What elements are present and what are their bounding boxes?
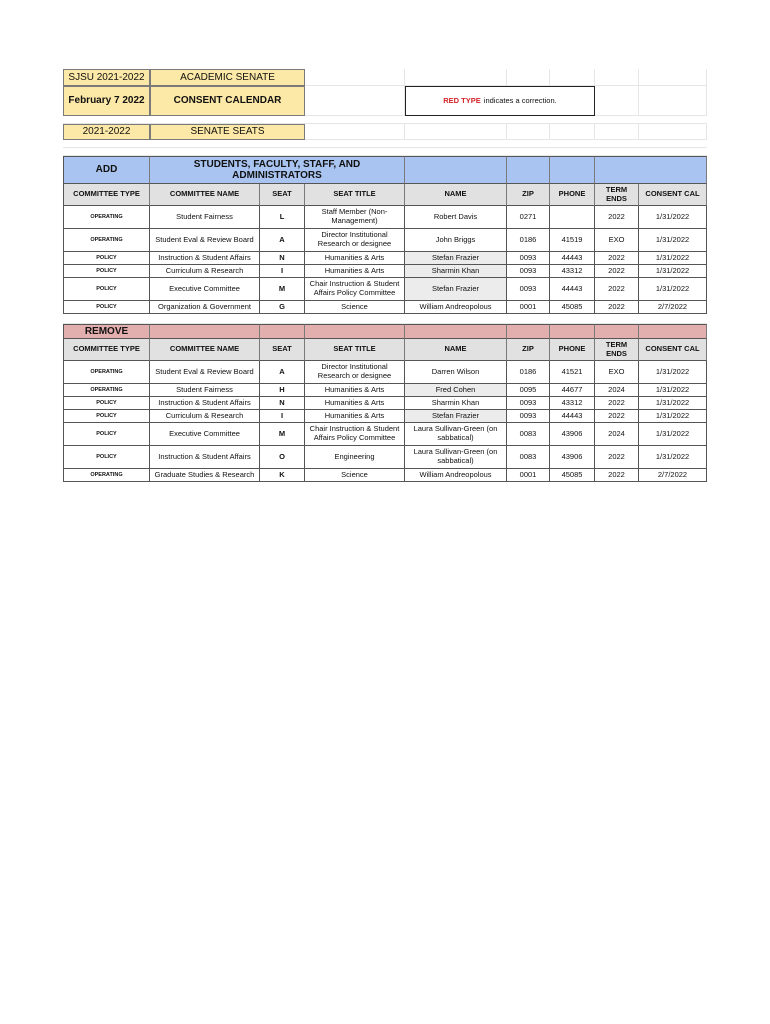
cell-zip: 0083 [507, 423, 550, 446]
remove-label: REMOVE [63, 324, 150, 339]
cell-committee-name: Instruction & Student Affairs [150, 446, 260, 469]
cell-seat-title: Humanities & Arts [305, 252, 405, 265]
empty-cell [550, 124, 595, 140]
spacer-row [63, 116, 707, 124]
cell-term-ends: EXO [595, 229, 639, 252]
empty-cell [305, 69, 405, 86]
cell-committee-type: OPERATING [63, 206, 150, 229]
empty-cell [507, 324, 550, 339]
cell-seat: A [260, 361, 305, 384]
empty-cell [595, 324, 639, 339]
cell-consent-cal: 1/31/2022 [639, 423, 707, 446]
cell-committee-name: Instruction & Student Affairs [150, 397, 260, 410]
table-row [63, 384, 707, 397]
header-row-2 [63, 86, 707, 116]
cell-committee-type: POLICY [63, 397, 150, 410]
cell-zip: 0186 [507, 229, 550, 252]
column-header-name: NAME [405, 184, 507, 206]
cell-committee-type: POLICY [63, 265, 150, 278]
add-column-headers [63, 184, 707, 206]
cell-name: John Briggs [405, 229, 507, 252]
empty-cell [405, 69, 507, 86]
cell-committee-name: Student Fairness [150, 384, 260, 397]
cell-committee-name: Organization & Government [150, 301, 260, 314]
cell-term-ends: 2022 [595, 278, 639, 301]
empty-cell [405, 124, 507, 140]
remove-table-body [63, 361, 707, 482]
table-row [63, 361, 707, 384]
cell-zip: 0083 [507, 446, 550, 469]
empty-cell [507, 156, 550, 184]
cell-phone: 44443 [550, 410, 595, 423]
cell-zip: 0271 [507, 206, 550, 229]
empty-cell [63, 314, 707, 324]
add-label: ADD [63, 156, 150, 184]
cell-committee-type: POLICY [63, 301, 150, 314]
cell-consent-cal: 1/31/2022 [639, 410, 707, 423]
cell-phone: 45085 [550, 469, 595, 482]
cell-seat-title: Humanities & Arts [305, 265, 405, 278]
cell-seat-title: Science [305, 469, 405, 482]
consent-calendar-cell: CONSENT CALENDAR [150, 86, 305, 116]
academic-senate-cell: ACADEMIC SENATE [150, 69, 305, 86]
table-row [63, 446, 707, 469]
date-cell: February 7 2022 [63, 86, 150, 116]
table-row [63, 397, 707, 410]
cell-seat: O [260, 446, 305, 469]
cell-committee-type: POLICY [63, 446, 150, 469]
cell-consent-cal: 1/31/2022 [639, 361, 707, 384]
table-row [63, 206, 707, 229]
cell-zip: 0093 [507, 252, 550, 265]
cell-name: Stefan Frazier [405, 278, 507, 301]
cell-committee-name: Curriculum & Research [150, 265, 260, 278]
cell-term-ends: 2022 [595, 446, 639, 469]
empty-cell [639, 124, 707, 140]
cell-zip: 0001 [507, 469, 550, 482]
empty-cell [63, 148, 707, 156]
empty-cell [550, 324, 595, 339]
empty-cell [507, 69, 550, 86]
cell-term-ends: 2022 [595, 397, 639, 410]
cell-seat: M [260, 278, 305, 301]
column-header-committee-type: COMMITTEE TYPE [63, 339, 150, 361]
add-group-title: STUDENTS, FACULTY, STAFF, AND ADMINISTRATORS [150, 156, 405, 184]
spacer-row [63, 314, 707, 324]
cell-committee-name: Student Fairness [150, 206, 260, 229]
spacer-row [63, 140, 707, 148]
cell-committee-type: OPERATING [63, 469, 150, 482]
cell-seat-title: Chair Instruction & Student Affairs Policy Committee [305, 278, 405, 301]
cell-consent-cal: 1/31/2022 [639, 446, 707, 469]
cell-name: Stefan Frazier [405, 252, 507, 265]
empty-cell [595, 69, 639, 86]
empty-cell [63, 116, 707, 124]
empty-cell [305, 124, 405, 140]
add-section-header [63, 156, 707, 184]
cell-zip: 0186 [507, 361, 550, 384]
cell-committee-type: POLICY [63, 410, 150, 423]
cell-seat-title: Humanities & Arts [305, 410, 405, 423]
empty-cell [639, 69, 707, 86]
cell-name: Sharmin Khan [405, 265, 507, 278]
column-header-seat: SEAT [260, 339, 305, 361]
table-row [63, 278, 707, 301]
cell-term-ends: 2024 [595, 423, 639, 446]
remove-section-header [63, 324, 707, 339]
cell-phone: 45085 [550, 301, 595, 314]
column-header-consent-cal: CONSENT CAL [639, 184, 707, 206]
empty-cell [639, 86, 707, 116]
column-header-consent-cal: CONSENT CAL [639, 339, 707, 361]
cell-zip: 0093 [507, 410, 550, 423]
empty-cell [595, 124, 639, 140]
column-header-phone: PHONE [550, 184, 595, 206]
empty-cell [405, 156, 507, 184]
cell-zip: 0093 [507, 278, 550, 301]
red-type-label: RED TYPE [443, 95, 481, 105]
cell-phone: 43906 [550, 446, 595, 469]
empty-cell [305, 324, 405, 339]
remove-column-headers [63, 339, 707, 361]
cell-consent-cal: 1/31/2022 [639, 229, 707, 252]
column-header-zip: ZIP [507, 184, 550, 206]
spreadsheet [63, 69, 707, 482]
empty-cell [550, 156, 595, 184]
empty-cell [150, 324, 260, 339]
column-header-phone: PHONE [550, 339, 595, 361]
table-row [63, 410, 707, 423]
cell-seat: M [260, 423, 305, 446]
cell-seat: N [260, 252, 305, 265]
cell-seat-title: Director Institutional Research or designee [305, 361, 405, 384]
cell-name: William Andreopolous [405, 301, 507, 314]
cell-seat: G [260, 301, 305, 314]
cell-term-ends: 2022 [595, 265, 639, 278]
cell-seat-title: Director Institutional Research or designee [305, 229, 405, 252]
cell-consent-cal: 1/31/2022 [639, 265, 707, 278]
table-row [63, 423, 707, 446]
cell-committee-name: Student Eval & Review Board [150, 229, 260, 252]
cell-phone: 41519 [550, 229, 595, 252]
cell-committee-name: Student Eval & Review Board [150, 361, 260, 384]
cell-seat: K [260, 469, 305, 482]
cell-committee-name: Curriculum & Research [150, 410, 260, 423]
cell-seat: L [260, 206, 305, 229]
cell-committee-type: OPERATING [63, 361, 150, 384]
column-header-seat-title: SEAT TITLE [305, 184, 405, 206]
cell-seat-title: Humanities & Arts [305, 397, 405, 410]
cell-seat-title: Engineering [305, 446, 405, 469]
cell-consent-cal: 2/7/2022 [639, 469, 707, 482]
cell-consent-cal: 1/31/2022 [639, 384, 707, 397]
cell-zip: 0001 [507, 301, 550, 314]
cell-committee-type: POLICY [63, 423, 150, 446]
empty-cell [550, 69, 595, 86]
cell-consent-cal: 2/7/2022 [639, 301, 707, 314]
empty-cell [595, 156, 707, 184]
column-header-zip: ZIP [507, 339, 550, 361]
cell-phone: 44677 [550, 384, 595, 397]
cell-consent-cal: 1/31/2022 [639, 278, 707, 301]
column-header-term-ends: TERM ENDS [595, 339, 639, 361]
cell-term-ends: 2022 [595, 301, 639, 314]
cell-term-ends: EXO [595, 361, 639, 384]
sjsu-year-cell: SJSU 2021-2022 [63, 69, 150, 86]
cell-phone: 41521 [550, 361, 595, 384]
empty-cell [639, 324, 707, 339]
column-header-seat: SEAT [260, 184, 305, 206]
cell-name: Sharmin Khan [405, 397, 507, 410]
cell-committee-type: POLICY [63, 252, 150, 265]
table-row [63, 252, 707, 265]
header-row-1 [63, 69, 707, 86]
empty-cell [405, 324, 507, 339]
cell-seat-title: Chair Instruction & Student Affairs Policy Committee [305, 423, 405, 446]
empty-cell [595, 86, 639, 116]
cell-seat: I [260, 265, 305, 278]
cell-committee-name: Graduate Studies & Research [150, 469, 260, 482]
cell-seat: I [260, 410, 305, 423]
cell-seat-title: Humanities & Arts [305, 384, 405, 397]
cell-name: Fred Cohen [405, 384, 507, 397]
cell-term-ends: 2022 [595, 206, 639, 229]
cell-zip: 0095 [507, 384, 550, 397]
cell-term-ends: 2022 [595, 469, 639, 482]
cell-phone: 43312 [550, 265, 595, 278]
cell-committee-type: OPERATING [63, 384, 150, 397]
add-table-body [63, 206, 707, 314]
table-row [63, 301, 707, 314]
header-row-3 [63, 124, 707, 140]
cell-phone: 43906 [550, 423, 595, 446]
table-row [63, 229, 707, 252]
column-header-committee-name: COMMITTEE NAME [150, 339, 260, 361]
cell-phone: 44443 [550, 252, 595, 265]
empty-cell [63, 140, 707, 148]
cell-zip: 0093 [507, 265, 550, 278]
cell-phone: 43312 [550, 397, 595, 410]
cell-committee-type: POLICY [63, 278, 150, 301]
cell-seat: A [260, 229, 305, 252]
column-header-name: NAME [405, 339, 507, 361]
cell-consent-cal: 1/31/2022 [639, 206, 707, 229]
cell-term-ends: 2022 [595, 410, 639, 423]
spacer-row [63, 148, 707, 156]
cell-name: Robert Davis [405, 206, 507, 229]
cell-consent-cal: 1/31/2022 [639, 397, 707, 410]
cell-name: Laura Sullivan-Green (on sabbatical) [405, 446, 507, 469]
cell-seat-title: Staff Member (Non-Management) [305, 206, 405, 229]
cell-name: Laura Sullivan-Green (on sabbatical) [405, 423, 507, 446]
column-header-term-ends: TERM ENDS [595, 184, 639, 206]
cell-seat: N [260, 397, 305, 410]
column-header-committee-name: COMMITTEE NAME [150, 184, 260, 206]
cell-name: Stefan Frazier [405, 410, 507, 423]
empty-cell [305, 86, 405, 116]
cell-consent-cal: 1/31/2022 [639, 252, 707, 265]
cell-committee-name: Executive Committee [150, 278, 260, 301]
year-range-cell: 2021-2022 [63, 124, 150, 140]
cell-committee-type: OPERATING [63, 229, 150, 252]
cell-term-ends: 2022 [595, 252, 639, 265]
cell-term-ends: 2024 [595, 384, 639, 397]
cell-seat: H [260, 384, 305, 397]
cell-name: William Andreopolous [405, 469, 507, 482]
note-text: indicates a correction. [483, 95, 557, 105]
empty-cell [260, 324, 305, 339]
cell-zip: 0093 [507, 397, 550, 410]
cell-phone [550, 206, 595, 229]
cell-committee-name: Executive Committee [150, 423, 260, 446]
cell-name: Darren Wilson [405, 361, 507, 384]
cell-seat-title: Science [305, 301, 405, 314]
table-row [63, 265, 707, 278]
column-header-seat-title: SEAT TITLE [305, 339, 405, 361]
column-header-committee-type: COMMITTEE TYPE [63, 184, 150, 206]
senate-seats-cell: SENATE SEATS [150, 124, 305, 140]
cell-phone: 44443 [550, 278, 595, 301]
empty-cell [507, 124, 550, 140]
table-row [63, 469, 707, 482]
correction-note [405, 86, 595, 116]
cell-committee-name: Instruction & Student Affairs [150, 252, 260, 265]
